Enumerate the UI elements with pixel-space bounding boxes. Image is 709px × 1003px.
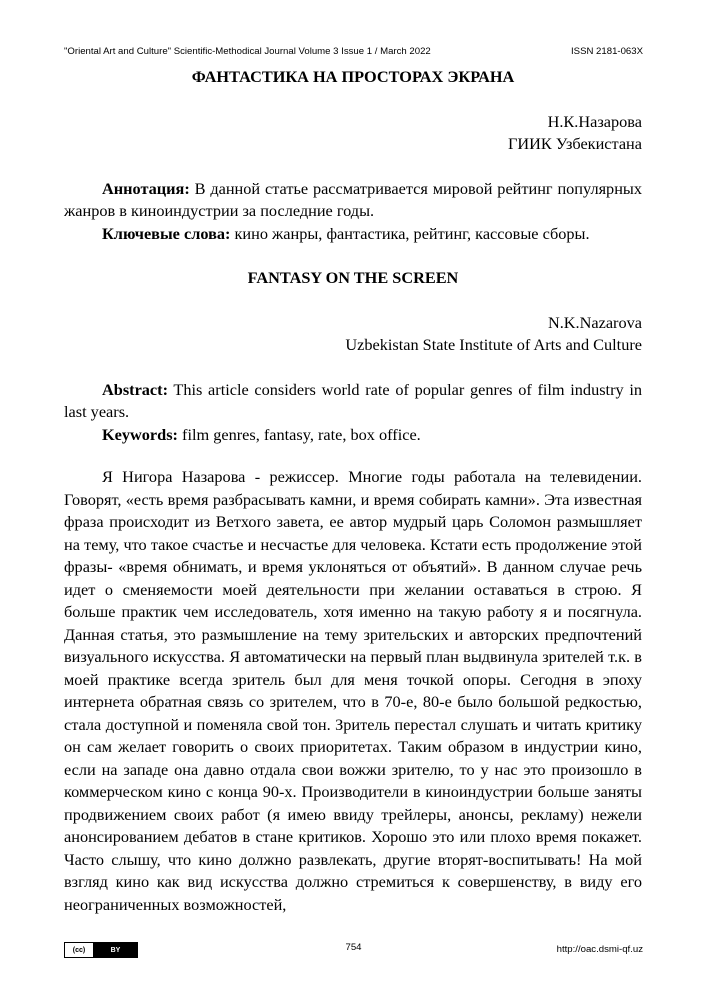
en-abstract-label: Abstract: <box>102 379 169 399</box>
ru-annotation <box>64 178 642 223</box>
article-page <box>64 66 642 916</box>
en-abstract-text: This article considers world rate of popular genres of film industry in last years. <box>64 379 642 421</box>
issn: ISSN 2181-063X <box>571 46 643 57</box>
ru-keywords-text: кино жанры, фантастика, рейтинг, кассовые сборы. <box>230 223 590 243</box>
ru-keywords <box>64 223 642 246</box>
ru-author: Н.К.Назарова <box>547 111 642 131</box>
en-keywords <box>64 424 642 447</box>
ru-affiliation: ГИИК Узбекистана <box>507 134 642 153</box>
body-paragraph: Я Нигора Назарова - режиссер. Многие годы работала на телевидении. Говорят, «есть время разбрасывать камни, и время собирать камни». Эта известная фраза происходит из Ветхого завета, ее автор мудрый царь Соломон размышляет на тему, что такое счастье и несчастье для человека. Кстати есть продолжение этой фразы- «время обнимать, и время уклоняться от объятий». В данном случае речь идет о сменяемости моей деятельности при желании оставаться в строю. Я больше практик чем исследователь, хотя именно на такую работу я и посягнула. Данная статья, это размышление на тему зрительских и авторских предпочтений визуального искусства. Я автоматически на первый план выдвинула зрителей т.к. в моей практике всегда зритель был для меня точкой опоры. Сегодня в эпоху интернета обратная связь со зрителем, что в 70-е, 80-е было большой редкостью, стала доступной и поменяла свой тон. Зритель перестал слушать и читать критику он сам желает говорить о своих приоритетах. Таким образом в индустрии кино, если на западе она давно отдала свои вожжи зрителю, то у нас это произошло в коммерческом кино с конца 90-х. Производители в киноиндустрии больше заняты продвижением своих работ (я имею ввиду трейлеры, анонсы, рекламу) нежели анонсированием дебатов в стане критиков. Хорошо это или плохо время покажет. Часто слышу, что кино должно развлекать, другие вторят-воспитывать! На мой взгляд кино как вид искусства должно стремиться к совершенству, в виду его неограниченных возможностей, <box>64 467 642 914</box>
ru-title: ФАНТАСТИКА НА ПРОСТОРАХ ЭКРАНА <box>191 67 515 86</box>
en-abstract <box>64 379 642 424</box>
en-keywords-text: film genres, fantasy, rate, box office. <box>177 424 421 444</box>
page-number: 754 <box>345 942 362 953</box>
en-affiliation: Uzbekistan State Institute of Arts and Culture <box>345 335 642 354</box>
journal-info: "Oriental Art and Culture" Scientific-Methodical Journal Volume 3 Issue 1 / March 2022 <box>64 46 431 57</box>
cc-label: (cc) <box>65 943 94 957</box>
ru-keywords-label: Ключевые слова: <box>102 223 231 243</box>
en-title: FANTASY ON THE SCREEN <box>247 268 459 287</box>
en-author: N.K.Nazarova <box>547 312 642 332</box>
by-label: BY <box>94 943 137 957</box>
ru-annotation-text: В данной статье рассматривается мировой рейтинг популярных жанров в киноиндустрии за последние годы. <box>64 178 642 220</box>
running-header <box>64 46 643 57</box>
page-footer <box>64 940 643 960</box>
ru-annotation-label: Аннотация: <box>102 178 190 198</box>
journal-url: http://oac.dsmi-qf.uz <box>556 944 643 955</box>
en-keywords-label: Keywords: <box>102 424 178 444</box>
